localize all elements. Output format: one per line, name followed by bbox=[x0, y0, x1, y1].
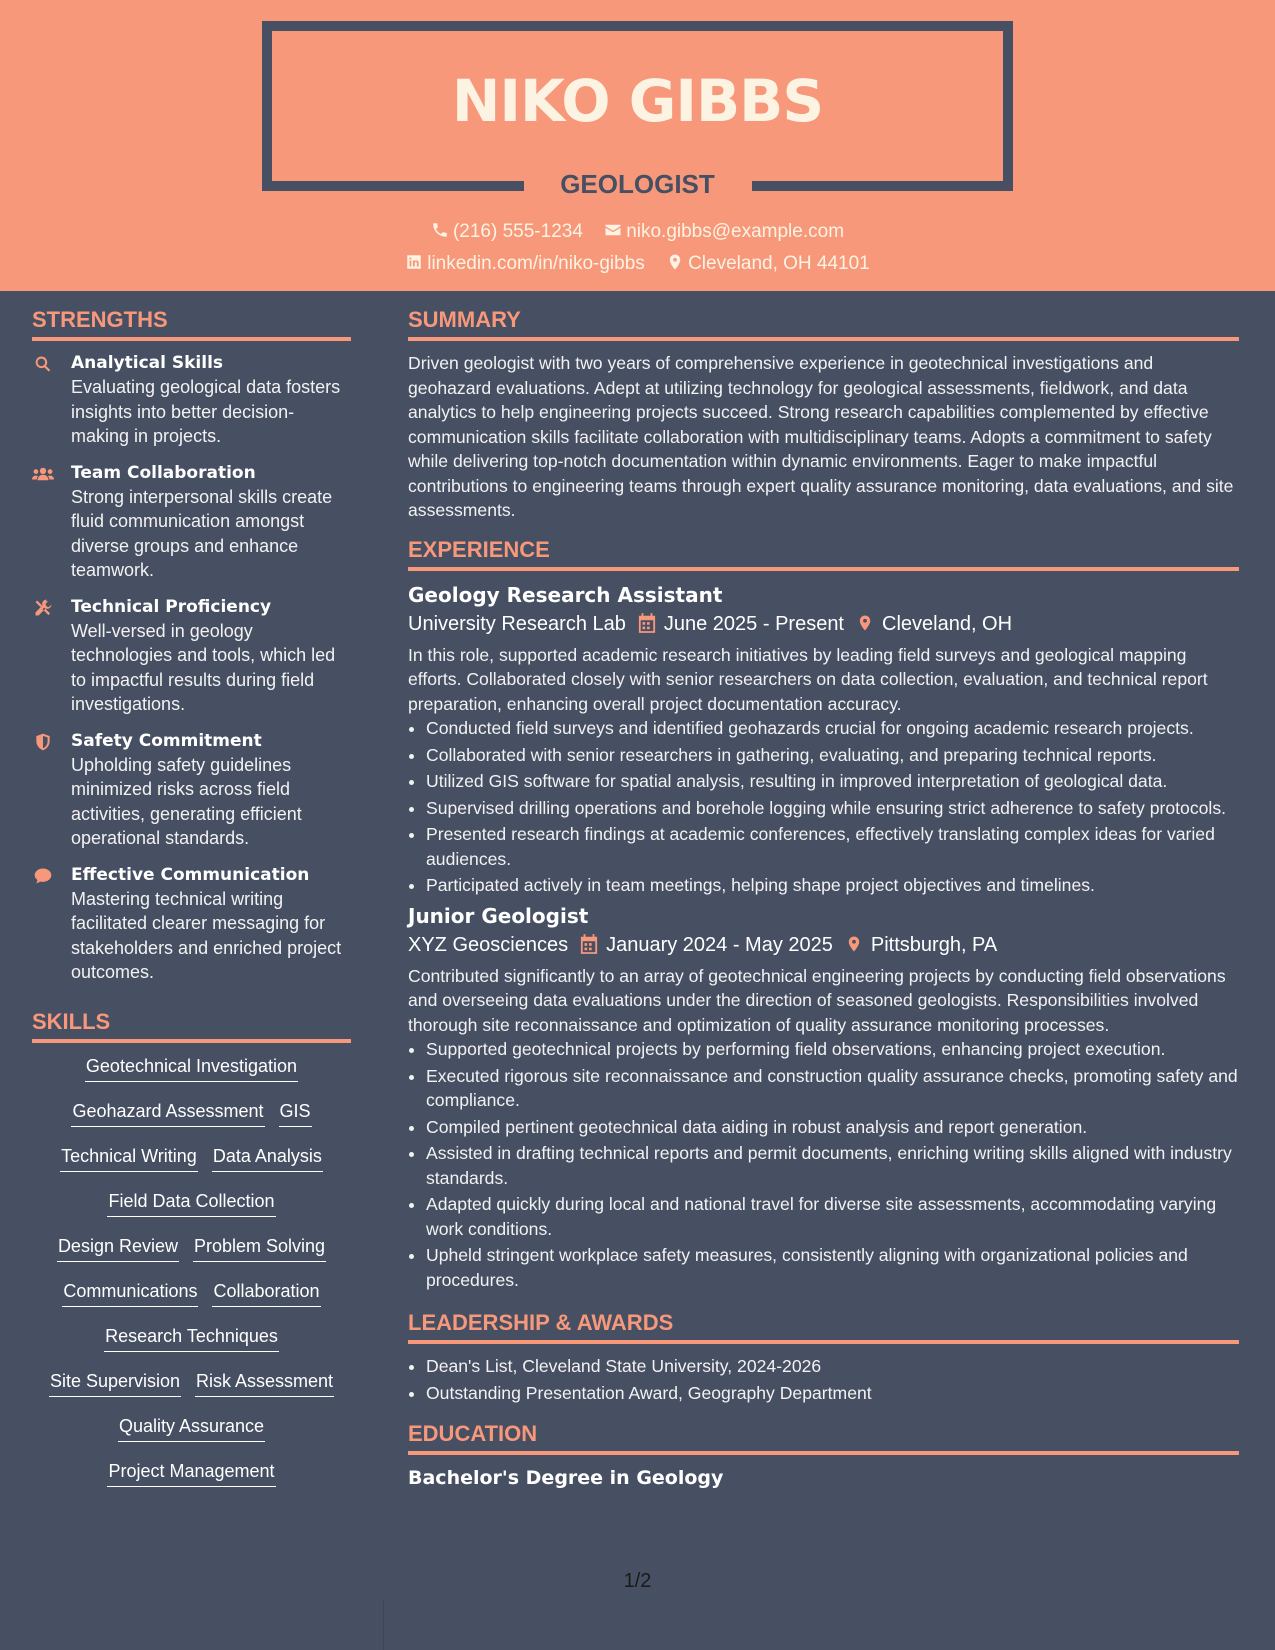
skill-row bbox=[32, 1278, 351, 1309]
job-entry bbox=[408, 902, 1239, 1293]
list-item: • Adapted quickly during local and national travel for diverse site assessments, accommodating varying work conditions. bbox=[426, 1192, 1239, 1241]
skill-row bbox=[32, 1143, 351, 1174]
job-description: Contributed significantly to an array of geotechnical engineering projects by conducting field observations and overseeing data evaluations under the direction of seasoned geologists. Responsibilities involved thorough site reconnaissance and optimization of quality assurance monitoring processes. bbox=[408, 965, 1226, 1035]
search-icon-wrap bbox=[32, 354, 54, 374]
linkedin-icon bbox=[405, 253, 423, 271]
skill-tag: Field Data Collection bbox=[107, 1188, 275, 1217]
skills-heading: SKILLS bbox=[32, 1007, 351, 1043]
strength-title: Analytical Skills bbox=[71, 353, 224, 373]
strength-item bbox=[32, 595, 351, 717]
summary-text: Driven geologist with two years of comprehensive experience in geotechnical investigations and geohazard evaluations. Adept at utilizing technology for geological assessments, fieldwork, and data analytics to help engineering projects succeed. Strong research capabilities complemented by effective communication skills facilitate collaboration with multidisciplinary teams. Adopts a commitment to safety while delivering top-notch documentation within dynamic environments. Eager to make impactful contributions to engineering teams through expert quality assurance monitoring, data evaluations, and site assessments. bbox=[408, 353, 1234, 520]
list-item: • Utilized GIS software for spatial analysis, resulting in improved interpretation of geological data. bbox=[426, 769, 1239, 794]
list-item: • Participated actively in team meetings, helping shape project objectives and timelines. bbox=[426, 873, 1239, 898]
skill-row bbox=[32, 1188, 351, 1219]
job-meta bbox=[408, 930, 1239, 960]
job-dates: June 2025 - Present bbox=[663, 612, 844, 635]
skill-tag: Data Analysis bbox=[212, 1143, 323, 1172]
column-divider bbox=[383, 1600, 384, 1650]
job-location: Pittsburgh, PA bbox=[870, 933, 998, 956]
location-text: Cleveland, OH 44101 bbox=[688, 253, 870, 274]
list-item: • Assisted in drafting technical reports and permit documents, enriching writing skills aligned with industry standards. bbox=[426, 1141, 1239, 1190]
skill-tag: Quality Assurance bbox=[118, 1413, 265, 1442]
list-item: • Dean's List, Cleveland State University, 2024-2026 bbox=[426, 1354, 1239, 1379]
job-dates: January 2024 - May 2025 bbox=[606, 933, 833, 956]
email-text: niko.gibbs@example.com bbox=[626, 221, 845, 242]
list-item: • Outstanding Presentation Award, Geography Department bbox=[426, 1381, 1239, 1406]
strength-item bbox=[32, 351, 351, 449]
job-bullets bbox=[408, 1037, 1239, 1292]
email[interactable] bbox=[604, 219, 844, 245]
contact-row-1 bbox=[0, 219, 1275, 245]
job-meta bbox=[408, 609, 1239, 639]
shield-icon bbox=[32, 732, 54, 752]
job-company: XYZ Geosciences bbox=[408, 933, 569, 956]
candidate-name: NIKO GIBBS bbox=[451, 67, 824, 135]
skill-row bbox=[32, 1233, 351, 1264]
list-item: • Collaborated with senior researchers in gathering, evaluating, and preparing technical reports. bbox=[426, 743, 1239, 768]
skill-tag: Design Review bbox=[57, 1233, 179, 1262]
skill-tag: Collaboration bbox=[212, 1278, 320, 1307]
map-pin-icon bbox=[856, 613, 874, 633]
phone-icon bbox=[431, 221, 449, 239]
strength-item bbox=[32, 863, 351, 985]
search-icon bbox=[32, 354, 54, 374]
tools-icon-wrap bbox=[32, 598, 54, 618]
skill-tag: Research Techniques bbox=[104, 1323, 279, 1352]
list-item: • Conducted field surveys and identified geohazards crucial for ongoing academic research projects. bbox=[426, 716, 1239, 741]
tools-icon bbox=[32, 598, 54, 618]
sidebar bbox=[32, 305, 351, 1503]
list-item: • Compiled pertinent geotechnical data aiding in robust analysis and report generation. bbox=[426, 1115, 1239, 1140]
users-icon-wrap bbox=[32, 464, 54, 484]
strengths-heading: STRENGTHS bbox=[32, 305, 351, 341]
list-item: • Upheld stringent workplace safety measures, consistently aligning with organizational policies and procedures. bbox=[426, 1243, 1239, 1292]
skill-tag: Geohazard Assessment bbox=[71, 1098, 264, 1127]
leadership-heading: LEADERSHIP & AWARDS bbox=[408, 1308, 1239, 1344]
linkedin-text: linkedin.com/in/niko-gibbs bbox=[427, 253, 645, 274]
strength-title: Safety Commitment bbox=[71, 730, 262, 751]
phone[interactable] bbox=[431, 219, 583, 245]
map-pin-icon bbox=[666, 253, 684, 271]
map-pin-icon bbox=[845, 934, 863, 954]
education-degree: Bachelor's Degree in Geology bbox=[408, 1467, 724, 1489]
main-column bbox=[408, 305, 1239, 1491]
phone-text: (216) 555-1234 bbox=[452, 221, 583, 242]
strength-desc: Upholding safety guidelines minimized risks across field activities, generating efficient operational standards. bbox=[71, 754, 302, 848]
skill-tag: Problem Solving bbox=[193, 1233, 326, 1262]
education-heading: EDUCATION bbox=[408, 1419, 1239, 1455]
strength-title: Technical Proficiency bbox=[71, 596, 272, 617]
skill-tag: Project Management bbox=[107, 1458, 275, 1487]
summary-heading: SUMMARY bbox=[408, 305, 1239, 341]
shield-icon-wrap bbox=[32, 732, 54, 752]
job-company: University Research Lab bbox=[408, 612, 626, 635]
skill-tag: GIS bbox=[279, 1098, 312, 1127]
skill-tag: Site Supervision bbox=[49, 1368, 181, 1397]
skill-tag: Risk Assessment bbox=[195, 1368, 334, 1397]
skill-row bbox=[32, 1053, 351, 1084]
linkedin[interactable] bbox=[405, 251, 645, 277]
job-title: GEOLOGIST bbox=[560, 169, 715, 199]
strength-title: Effective Communication bbox=[71, 864, 310, 885]
calendar-icon bbox=[580, 934, 598, 954]
list-item: • Presented research findings at academic conferences, effectively translating complex ideas for varied audiences. bbox=[426, 822, 1239, 871]
leadership-list bbox=[408, 1354, 1239, 1405]
job-position: Geology Research Assistant bbox=[408, 582, 723, 607]
skills-list bbox=[32, 1053, 351, 1489]
experience-heading: EXPERIENCE bbox=[408, 535, 1239, 571]
skill-row bbox=[32, 1458, 351, 1489]
job-location: Cleveland, OH bbox=[882, 612, 1013, 635]
comment-icon bbox=[32, 866, 54, 886]
skill-row bbox=[32, 1098, 351, 1129]
strength-desc: Strong interpersonal skills create fluid communication amongst diverse groups and enhance teamwork. bbox=[71, 486, 333, 580]
calendar-icon bbox=[638, 613, 656, 633]
page-number: 1/2 bbox=[623, 1570, 652, 1592]
job-bullets bbox=[408, 716, 1239, 898]
strength-item bbox=[32, 461, 351, 583]
strength-desc: Mastering technical writing facilitated clearer messaging for stakeholders and enriched project outcomes. bbox=[71, 888, 342, 982]
envelope-icon bbox=[604, 221, 622, 239]
comment-icon-wrap bbox=[32, 866, 54, 886]
skill-row bbox=[32, 1323, 351, 1354]
skill-row bbox=[32, 1368, 351, 1399]
list-item: • Supervised drilling operations and borehole logging while ensuring strict adherence to safety protocols. bbox=[426, 796, 1239, 821]
skill-tag: Geotechnical Investigation bbox=[85, 1053, 298, 1082]
strength-title: Team Collaboration bbox=[71, 462, 256, 483]
strength-desc: Well-versed in geology technologies and tools, which led to impactful results during field investigations. bbox=[71, 620, 336, 714]
contact-row-2 bbox=[0, 251, 1275, 277]
skill-row bbox=[32, 1413, 351, 1444]
job-description: In this role, supported academic research initiatives by leading field surveys and geological mapping efforts. Collaborated closely with senior researchers on data collection, evaluation, and technical report preparation, enhancing overall project documentation accuracy. bbox=[408, 644, 1208, 714]
strength-item bbox=[32, 729, 351, 851]
list-item: • Executed rigorous site reconnaissance and construction quality assurance checks, promoting safety and compliance. bbox=[426, 1064, 1239, 1113]
location bbox=[666, 251, 870, 277]
skill-tag: Communications bbox=[62, 1278, 198, 1307]
job-position: Junior Geologist bbox=[408, 903, 589, 928]
strength-desc: Evaluating geological data fosters insights into better decision-making in projects. bbox=[71, 377, 341, 446]
job-entry bbox=[408, 581, 1239, 898]
users-icon bbox=[32, 464, 54, 484]
list-item: • Supported geotechnical projects by performing field observations, enhancing project execution. bbox=[426, 1037, 1239, 1062]
skill-tag: Technical Writing bbox=[60, 1143, 198, 1172]
